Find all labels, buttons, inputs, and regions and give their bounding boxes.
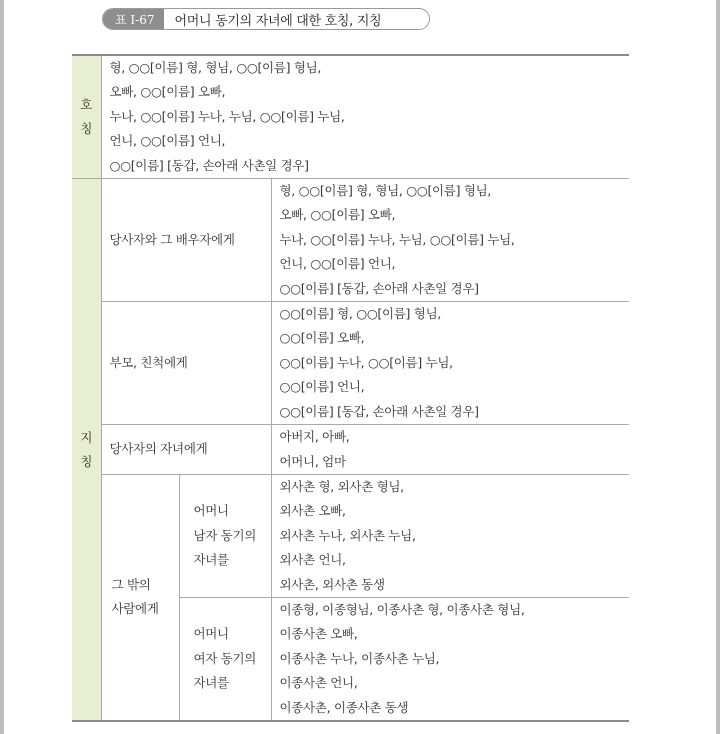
female-sibling-terms: 이종형, 이종형님, 이종사촌 형, 이종사촌 형님, 이종사촌 오빠, 이종사촌 누나, 이종사촌 누님, 이종사촌 언니, 이종사촌, 이종사촌 동생 <box>271 597 629 721</box>
jiching-label: 지 칭 <box>72 179 101 721</box>
parents-terms: ○○[이름] 형, ○○[이름] 형님, ○○[이름] 오빠, ○○[이름] 누나, ○○[이름] 누님, ○○[이름] 언니, ○○[이름] [동갑, 손아래 사촌일 경우] <box>271 302 629 425</box>
table-title: 어머니 동기의 자녀에 대한 호칭, 지칭 <box>174 13 382 29</box>
page-edge-right <box>716 0 720 734</box>
female-sibling-label: 어머니 여자 동기의 자녀를 <box>179 597 271 721</box>
spouse-terms: 형, ○○[이름] 형, 형님, ○○[이름] 형님, 오빠, ○○[이름] 오빠, 누나, ○○[이름] 누나, 누님, ○○[이름] 누님, 언니, ○○[이름] 언니, ○○[이름] [동갑, 손아래 사촌일 경우] <box>271 179 629 302</box>
spouse-label: 당사자와 그 배우자에게 <box>101 179 271 302</box>
hoching-terms: 형, ○○[이름] 형, 형님, ○○[이름] 형님, 오빠, ○○[이름] 오빠, 누나, ○○[이름] 누나, 누님, ○○[이름] 누님, 언니, ○○[이름] 언니, ○○[이름] [동갑, 손아래 사촌일 경우] <box>101 55 629 179</box>
parents-label: 부모, 친척에게 <box>101 302 271 425</box>
jiching-spouse-row <box>72 179 629 302</box>
table-number: 표 I-67 <box>103 9 164 29</box>
children-label: 당사자의 자녀에게 <box>101 425 271 475</box>
page-edge-left <box>0 0 4 734</box>
honorific-table <box>72 54 629 722</box>
jiching-parents-row <box>72 302 629 425</box>
hoching-row <box>72 55 629 179</box>
table-caption <box>102 8 430 30</box>
jiching-children-row <box>72 425 629 475</box>
children-terms: 아버지, 아빠, 어머니, 엄마 <box>271 425 629 475</box>
male-sibling-label: 어머니 남자 동기의 자녀를 <box>179 474 271 597</box>
others-label: 그 밖의 사람에게 <box>101 474 179 721</box>
male-sibling-terms: 외사촌 형, 외사촌 형님, 외사촌 오빠, 외사촌 누나, 외사촌 누님, 외사촌 언니, 외사촌, 외사촌 동생 <box>271 474 629 597</box>
hoching-label: 호 칭 <box>72 55 101 179</box>
jiching-others-male-row <box>72 474 629 597</box>
